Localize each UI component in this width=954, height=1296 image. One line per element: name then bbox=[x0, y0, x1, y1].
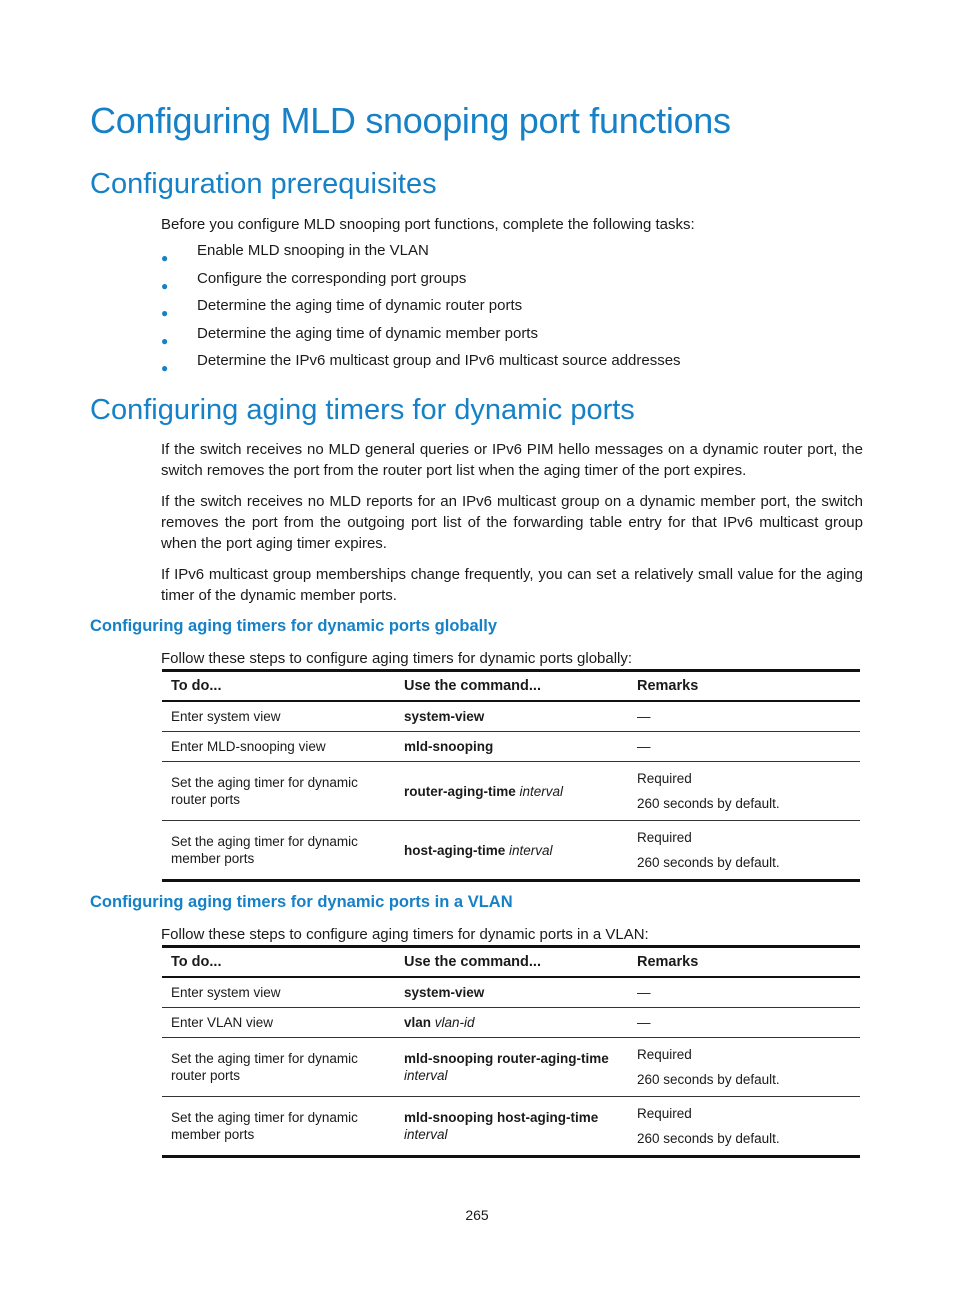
column-header-command: Use the command... bbox=[395, 947, 628, 978]
column-header-remarks: Remarks bbox=[628, 947, 860, 978]
aging-paragraph-1: If the switch receives no MLD general queries or IPv6 PIM hello messages on a dynamic router port, the switch removes the port from the router port list when the aging timer of the port expires. bbox=[161, 441, 863, 479]
section-heading-prerequisites: Configuration prerequisites bbox=[90, 168, 437, 200]
vlan-command-table bbox=[162, 945, 860, 1158]
aging-paragraph-3: If IPv6 multicast group memberships change frequently, you can set a relatively small value for the aging timer of the dynamic member ports. bbox=[161, 566, 863, 604]
table-row: Set the aging timer for dynamic member ports mld-snooping host-aging-time interval Required 260 seconds by default. bbox=[162, 1097, 860, 1157]
bullet-icon: ● bbox=[161, 306, 169, 320]
global-intro: Follow these steps to configure aging timers for dynamic ports globally: bbox=[161, 650, 633, 667]
global-command-table bbox=[162, 669, 860, 882]
list-item: ● Enable MLD snooping in the VLAN bbox=[161, 239, 681, 267]
column-header-remarks: Remarks bbox=[628, 671, 860, 702]
subsection-heading-global: Configuring aging timers for dynamic ports globally bbox=[90, 617, 498, 635]
aging-paragraph-2: If the switch receives no MLD reports for an IPv6 multicast group on a dynamic member port, the switch removes the port from the outgoing port list of the forwarding table entry for that IPv6 multicast group when the port aging timer expires. bbox=[161, 493, 863, 552]
table-row: Enter system view system-view — bbox=[162, 701, 860, 732]
prereq-intro: Before you configure MLD snooping port functions, complete the following tasks: bbox=[161, 216, 695, 233]
subsection-heading-vlan: Configuring aging timers for dynamic ports in a VLAN bbox=[90, 893, 513, 911]
bullet-icon: ● bbox=[161, 361, 169, 375]
bullet-icon: ● bbox=[161, 278, 169, 293]
page-title: Configuring MLD snooping port functions bbox=[90, 100, 731, 141]
section-heading-aging: Configuring aging timers for dynamic ports bbox=[90, 394, 635, 426]
table-row: Set the aging timer for dynamic router ports router-aging-time interval Required 260 seconds by default. bbox=[162, 762, 860, 821]
table-row: Enter system view system-view — bbox=[162, 977, 860, 1008]
column-header-command: Use the command... bbox=[395, 671, 628, 702]
bullet-icon: ● bbox=[161, 251, 169, 265]
page-number: 265 bbox=[465, 1207, 489, 1223]
column-header-todo: To do... bbox=[162, 671, 395, 702]
table-row: Enter VLAN view vlan vlan-id — bbox=[162, 1008, 860, 1038]
bullet-icon: ● bbox=[161, 333, 169, 348]
list-item: ● Determine the aging time of dynamic router ports bbox=[161, 294, 681, 322]
table-row: Set the aging timer for dynamic member ports host-aging-time interval Required 260 seconds by default. bbox=[162, 821, 860, 881]
vlan-intro: Follow these steps to configure aging timers for dynamic ports in a VLAN: bbox=[161, 926, 649, 943]
table-row: Enter MLD-snooping view mld-snooping — bbox=[162, 732, 860, 762]
list-item: ● Determine the aging time of dynamic member ports bbox=[161, 322, 681, 350]
list-item: ● Determine the IPv6 multicast group and IPv6 multicast source addresses bbox=[161, 349, 681, 377]
column-header-todo: To do... bbox=[162, 947, 395, 978]
prereq-list bbox=[161, 239, 681, 377]
table-row: Set the aging timer for dynamic router ports mld-snooping router-aging-time interval Required 260 seconds by default. bbox=[162, 1038, 860, 1097]
list-item: ● Configure the corresponding port groups bbox=[161, 267, 681, 295]
